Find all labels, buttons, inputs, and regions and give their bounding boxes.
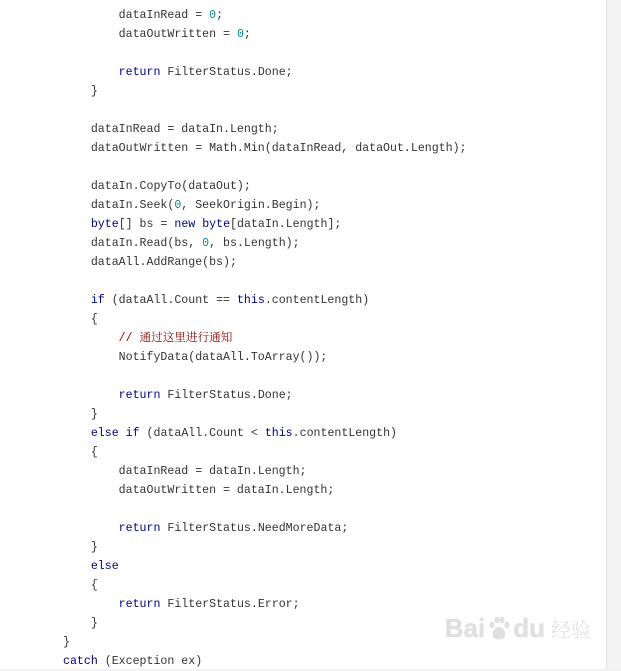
code-text: FilterStatus.Error;: [160, 598, 300, 611]
code-line: [63, 234, 467, 253]
code-text: FilterStatus.Done;: [160, 66, 293, 79]
code-line: [63, 63, 467, 82]
code-text: [63, 389, 119, 402]
code-line: [63, 595, 467, 614]
code-text: .contentLength): [264, 294, 370, 307]
code-text: [63, 560, 91, 573]
code-text: {: [63, 579, 98, 592]
code-keyword: if: [90, 294, 105, 307]
code-line: [63, 291, 467, 310]
code-text: (dataAll.Count <: [139, 427, 265, 440]
code-line: [63, 253, 467, 272]
code-text: FilterStatus.Done;: [160, 389, 293, 402]
code-line: [63, 120, 467, 139]
code-number: 0: [209, 9, 217, 22]
code-text: [63, 427, 91, 440]
code-line: [63, 6, 467, 25]
code-text: FilterStatus.NeedMoreData;: [160, 522, 349, 535]
code-line: [63, 139, 467, 158]
code-line: [63, 576, 467, 595]
code-number: 0: [174, 199, 182, 212]
code-text: dataIn.Read(bs,: [63, 237, 203, 250]
code-line: [63, 310, 467, 329]
code-text: }: [63, 636, 70, 649]
code-keyword: byte: [202, 218, 231, 231]
code-keyword: else: [90, 427, 119, 440]
code-text: [63, 66, 119, 79]
code-text: ;: [216, 9, 224, 22]
code-text: dataInRead = dataIn.Length;: [63, 465, 307, 478]
code-text: NotifyData(dataAll.ToArray());: [63, 351, 328, 364]
code-line: [63, 652, 467, 671]
code-line: [63, 519, 467, 538]
code-keyword: return: [118, 598, 161, 611]
code-keyword: else: [90, 560, 119, 573]
code-line: [63, 557, 467, 576]
code-line: [63, 215, 467, 234]
code-keyword: this: [264, 427, 293, 440]
code-text: dataOutWritten =: [63, 28, 237, 41]
code-text: dataIn.CopyTo(dataOut);: [63, 180, 251, 193]
code-text: }: [63, 617, 98, 630]
code-keyword: return: [118, 389, 161, 402]
code-line: [63, 538, 467, 557]
code-line: [63, 405, 467, 424]
code-line: [63, 25, 467, 44]
code-line: [63, 158, 467, 177]
code-text: dataInRead =: [63, 9, 210, 22]
code-line: [63, 177, 467, 196]
watermark-brand-suffix: du: [513, 613, 545, 643]
code-number: 0: [202, 237, 210, 250]
code-text: }: [63, 408, 98, 421]
code-line: [63, 367, 467, 386]
code-line: [63, 386, 467, 405]
code-line: [63, 443, 467, 462]
code-text: (Exception ex): [97, 655, 203, 668]
code-text: [63, 332, 119, 345]
code-text: dataOutWritten = dataIn.Length;: [63, 484, 335, 497]
code-line: [63, 500, 467, 519]
watermark-subtitle: 经验: [551, 618, 591, 642]
code-line: [63, 272, 467, 291]
code-comment: // 通过这里进行通知: [118, 332, 233, 345]
code-text: [63, 294, 91, 307]
code-text: [dataIn.Length];: [230, 218, 342, 231]
code-text: {: [63, 313, 98, 326]
code-line: [63, 44, 467, 63]
code-number: 0: [236, 28, 244, 41]
code-text: dataOutWritten = Math.Min(dataInRead, dataOut.Length);: [63, 142, 467, 155]
code-keyword: return: [118, 522, 161, 535]
code-text: .contentLength): [292, 427, 398, 440]
code-line: [63, 101, 467, 120]
code-line: [63, 82, 467, 101]
code-keyword: byte: [90, 218, 119, 231]
code-line: [63, 462, 467, 481]
paw-icon: [487, 616, 511, 642]
code-line: [63, 633, 467, 652]
code-text: dataIn.Seek(: [63, 199, 175, 212]
baidu-jingyan-watermark: [445, 613, 591, 644]
code-text: [63, 598, 119, 611]
code-text: [63, 522, 119, 535]
code-line: [63, 329, 467, 348]
scrollbar-track[interactable]: [607, 0, 621, 669]
code-text: [119, 427, 126, 440]
code-text: ;: [243, 28, 251, 41]
code-keyword: this: [236, 294, 265, 307]
code-text: dataInRead = dataIn.Length;: [63, 123, 279, 136]
code-keyword: new: [174, 218, 196, 231]
code-text: (dataAll.Count ==: [104, 294, 237, 307]
code-text: [63, 218, 91, 231]
code-keyword: catch: [63, 655, 98, 668]
code-line: [63, 348, 467, 367]
code-block: [63, 6, 467, 671]
code-text: }: [63, 541, 98, 554]
code-text: , SeekOrigin.Begin);: [181, 199, 321, 212]
code-text: }: [63, 85, 98, 98]
code-text: dataAll.AddRange(bs);: [63, 256, 237, 269]
watermark-brand: Bai: [444, 613, 486, 643]
code-line: [63, 424, 467, 443]
code-text: , bs.Length);: [209, 237, 300, 250]
code-line: [63, 196, 467, 215]
code-text: [] bs =: [118, 218, 175, 231]
code-text: {: [63, 446, 98, 459]
code-line: [63, 614, 467, 633]
code-keyword: return: [118, 66, 161, 79]
code-keyword: if: [125, 427, 140, 440]
code-line: [63, 481, 467, 500]
